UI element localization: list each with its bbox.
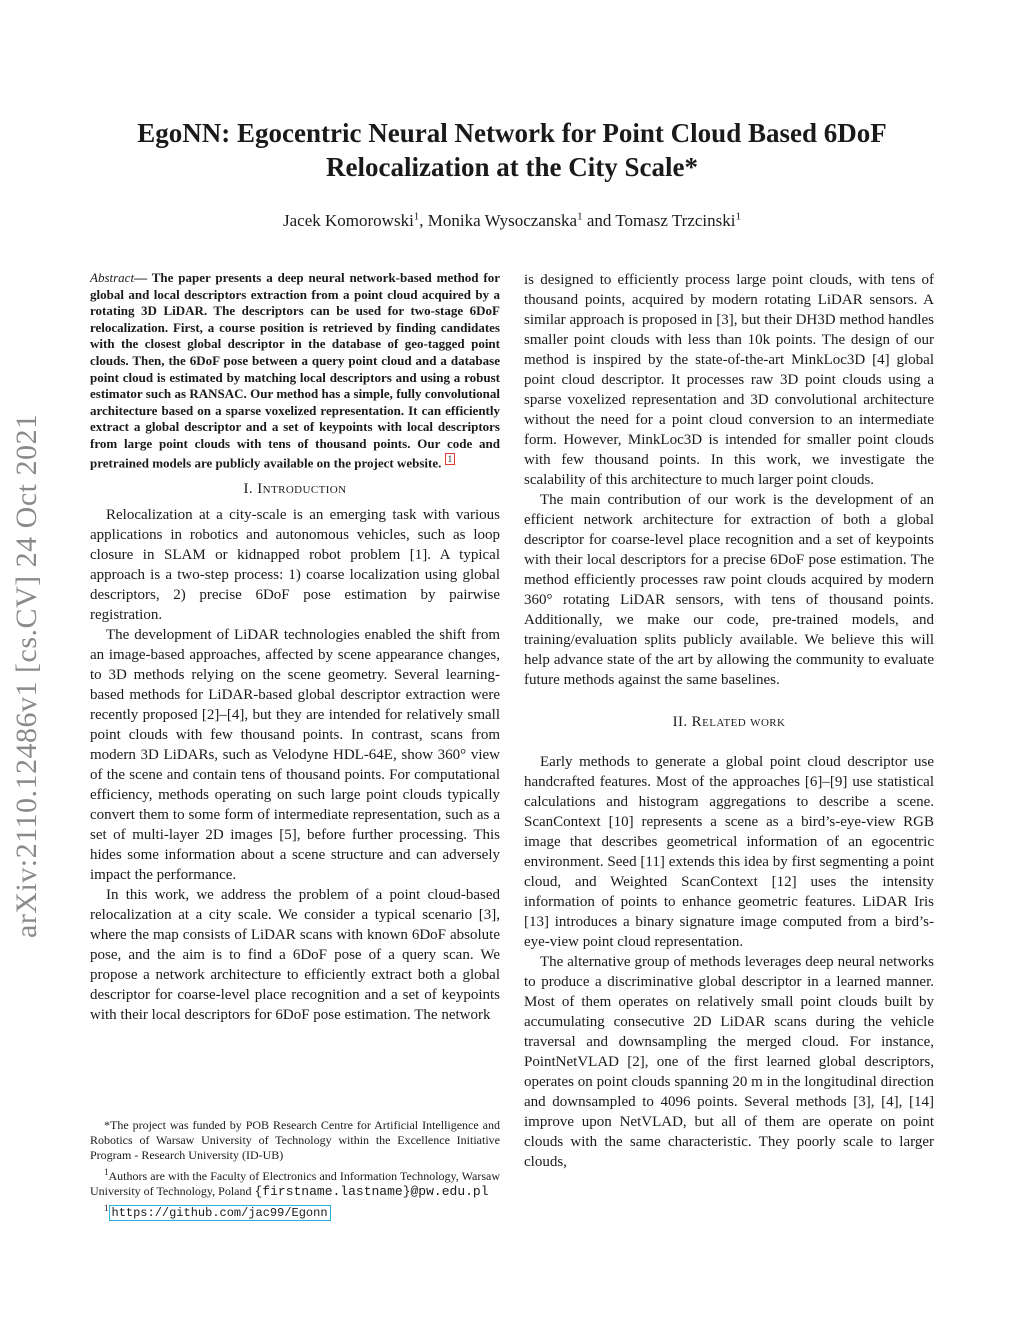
footnotes xyxy=(90,1118,500,1223)
intro-paragraph-2: The development of LiDAR technologies enabled the shift from an image-based approaches, affected by scene appearance changes, to 3D methods relying on the scene geometry. Several learning-based methods for LiDAR-based global descriptor extraction were recently proposed [2]–[4], but they are intended for relatively small point clouds with few thousand points. In contrast, scans from modern 3D LiDARs, such as Velodyne HDL-64E, show 360° view of the scene and contain tens of thousand points. For computational efficiency, methods operating on such large point clouds typically convert them to some form of intermediate representation, such as a set of multi-layer 2D images [5], before further processing. This hides some information about a scene structure and can adversely impact the performance. xyxy=(90,627,500,884)
related-paragraph-1: Early methods to generate a global point cloud descriptor use handcrafted features. Most of the approaches [6]–[9] use statistical calculations and histogram aggregations to describe a scene. ScanContext [10] represents a scene as a bird’s-eye-view RGB image that describes geometrical information of an egocentric environment. Seed [11] extends this idea by first segmenting a point cloud, and Weighted ScanContext [12] uses the intensity information of points to enhance geometric features. LiDAR Iris [13] introduces a binary signature image computed from a bird’s-eye-view point cloud representation. xyxy=(524,754,934,950)
footnote-project-url: $^1$ https://github.com/jac99/Egonn xyxy=(90,1201,500,1221)
section-heading-related-work: II. Related work xyxy=(672,714,786,730)
project-url-link[interactable]: https://github.com/jac99/Egonn xyxy=(109,1205,331,1221)
footnote-funding: *The project was funded by POB Research Centre for Artificial Intelligence and Robotics of Warsaw University of Technology within the Excellence Initiative Program - Research University (ID-UB) xyxy=(90,1118,500,1162)
author-email: {firstname.lastname}@pw.edu.pl xyxy=(254,1184,489,1199)
author-list xyxy=(100,210,924,231)
related-paragraph-2: The alternative group of methods leverages deep neural networks to produce a discriminative global descriptor in a learned manner. Most of them operates on relatively small point clouds built by accumulating consecutive 2D LiDAR scans during the vehicle traversal and downsampling the merged cloud. For instance, PointNetVLAD [2], one of the first learned global descriptors, operates on point clouds spanning 20 m in the longitudinal direction and downsampled to 4096 points. Several methods [3], [4], [14] improve upon NetVLAD, but all of them are operate on point clouds with the same characteristic. They poorly scale to larger clouds, xyxy=(524,954,934,1170)
paper-title: EgoNN: Egocentric Neural Network for Point Cloud Based 6DoF Relocalization at the City Scale* xyxy=(137,118,887,182)
author-2: Monika Wysoczanska$^1$ and xyxy=(427,210,616,230)
footnote-link-1[interactable]: 1 xyxy=(445,453,456,465)
intro-paragraph-3-continued: is designed to efficiently process large point clouds, with tens of thousand points, acquired by modern rotating LiDAR sensors. A similar approach is proposed in [3], but their DH3D method handles smaller point clouds with less than 10k points. The design of our method is inspired by the state-of-the-art MinkLoc3D [4] global point cloud descriptor. It processes raw 3D point clouds using a sparse voxelized representation and 3D convolutional architecture without the need for a point cloud conversion to an intermediate form. However, MinkLoc3D is intended for smaller point clouds with few thousand points. In this work, we investigate the scalability of this architecture to much larger point clouds. xyxy=(524,272,934,488)
abstract-text: The paper presents a deep neural network-based method for global and local descriptors extraction from a point cloud acquired by a rotating 3D LiDAR. The descriptors can be used for two-stage 6DoF relocalization. First, a course position is retrieved by finding candidates with the closest global descriptor in the database of geo-tagged point clouds. Then, the 6DoF pose between a query point cloud and a database point cloud is estimated by matching local descriptors and using a robust estimator such as RANSAC. Our method has a simple, fully convolutional architecture based on a sparse voxelized representation. It can efficiently extract a global descriptor and a set of keypoints with local descriptors from large point clouds with tens of thousand points. Our code and pretrained models are publicly available on the project website. xyxy=(90,270,501,470)
abstract-label: Abstract xyxy=(90,270,135,285)
intro-paragraph-4: The main contribution of our work is the development of an efficient network architecture for extraction of both a global descriptor for coarse-level place recognition and a set of keypoints with their local descriptors for a precise 6DoF pose estimation. The method efficiently processes raw point clouds acquired by modern 360° rotating LiDAR sensors, with tens of thousand points. Additionally, we make our code, pre-trained models, and training/evaluation splits publicly available. We believe this will help advance state of the art by allowing the community to evaluate future methods against the same baselines. xyxy=(524,492,934,688)
intro-paragraph-3: In this work, we address the problem of a point cloud-based relocalization at a city scale. We consider a typical scenario [3], where the map consists of LiDAR scans with known 6DoF absolute pose, and the aim is to find a 6DoF pose of a query scan. We propose a network architecture to efficiently extract both a global descriptor for coarse-level place recognition and a set of keypoints with their local descriptors for 6DoF pose estimation. The network xyxy=(90,887,500,1024)
left-column xyxy=(90,270,500,1025)
arxiv-identifier-stamp: arXiv:2110.12486v1 [cs.CV] 24 Oct 2021 xyxy=(10,413,43,938)
section-heading-introduction: I. Introduction xyxy=(243,481,347,498)
abstract: Abstract— The paper presents a deep neural network-based method for global and local descriptors extraction from a point cloud acquired by a rotating 3D LiDAR. The descriptors can be used for two-stage 6DoF relocalization. First, a course position is retrieved by finding candidates with the closest global descriptor in the database of geo-tagged point clouds. Then, the 6DoF pose between a query point cloud and a database point cloud is estimated by matching local descriptors and using a robust estimator such as RANSAC. Our method has a simple, fully convolutional architecture based on a sparse voxelized representation. It can efficiently extract a global descriptor and a set of keypoints with local descriptors from large point clouds with tens of thousand points. Our code and pretrained models are publicly available on the project website. 1 xyxy=(90,270,501,470)
author-1: Jacek Komorowski$^1$, xyxy=(283,210,428,230)
footnote-affiliation: $^1$Authors are with the Faculty of Electronics and Information Technology, Warsaw University of Technology, Poland {firstname.lastname}@pw.edu.pl xyxy=(90,1167,500,1199)
right-column xyxy=(524,270,934,1172)
intro-paragraph-1: Relocalization at a city-scale is an emerging task with various applications in robotics and autonomous vehicles, such as loop closure in SLAM or kidnapped robot problem [1]. A typical approach is a two-step process: 1) coarse localization using global descriptors, 2) precise 6DoF pose estimation by pairwise registration. xyxy=(90,507,500,624)
author-3: Tomasz Trzcinski$^1$ xyxy=(615,210,741,230)
